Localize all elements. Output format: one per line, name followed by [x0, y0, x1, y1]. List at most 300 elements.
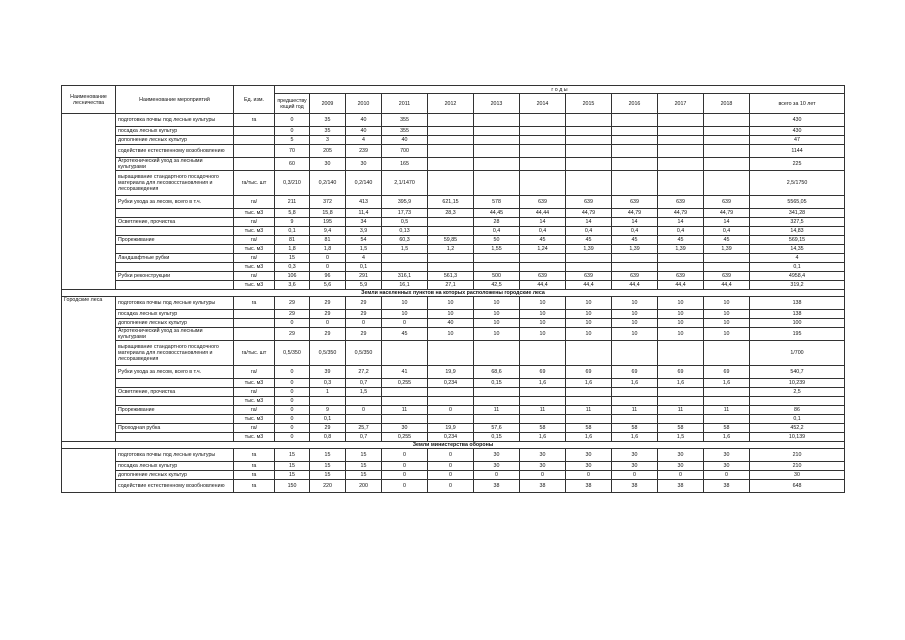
value-cell [566, 171, 612, 196]
value-cell: 5,9 [346, 281, 382, 290]
measure-name: посадка лесных культур [116, 310, 234, 319]
value-cell: 0,7 [346, 379, 382, 388]
value-cell: 35 [310, 127, 346, 136]
measure-name [116, 245, 234, 254]
measure-name: дополнение лесных культур [116, 136, 234, 145]
value-cell: 355 [382, 114, 428, 127]
value-cell: 30 [612, 462, 658, 471]
value-cell [428, 114, 474, 127]
value-cell: 0 [428, 471, 474, 480]
measure-name: подготовка почвы под лесные культуры [116, 114, 234, 127]
measure-name: Прореживание [116, 406, 234, 415]
measure-name: Ландшафтные рубки [116, 254, 234, 263]
value-cell: 44,4 [658, 281, 704, 290]
value-cell: 195 [750, 328, 845, 341]
value-cell: 27,2 [346, 366, 382, 379]
value-cell: 29 [275, 310, 310, 319]
value-cell: 100 [750, 319, 845, 328]
value-cell: 1,5 [346, 245, 382, 254]
value-cell [612, 158, 658, 171]
value-cell [704, 127, 750, 136]
value-cell: 1/700 [750, 341, 845, 366]
table-row [62, 297, 845, 310]
measure-name [116, 227, 234, 236]
value-cell [474, 397, 520, 406]
value-cell [520, 397, 566, 406]
value-cell: 0,13 [382, 227, 428, 236]
value-cell: 69 [566, 366, 612, 379]
value-cell: 10 [520, 319, 566, 328]
value-cell: 30 [520, 462, 566, 471]
measure-name: Агротехнический уход за лесными культурами [116, 158, 234, 171]
value-cell: 0 [382, 319, 428, 328]
value-cell [612, 114, 658, 127]
header-year: 2011 [382, 94, 428, 114]
value-cell: 15 [346, 449, 382, 462]
value-cell: 38 [566, 480, 612, 493]
value-cell [428, 263, 474, 272]
value-cell: 9 [310, 406, 346, 415]
value-cell: 30 [566, 462, 612, 471]
value-cell [704, 263, 750, 272]
value-cell: 0,1 [750, 415, 845, 424]
value-cell: 45 [566, 236, 612, 245]
value-cell [428, 136, 474, 145]
value-cell [658, 145, 704, 158]
value-cell: 15 [310, 449, 346, 462]
value-cell [382, 388, 428, 397]
measure-name: посадка лесных культур [116, 462, 234, 471]
value-cell [428, 397, 474, 406]
unit-text: тыс. м3 [244, 246, 264, 252]
value-cell: 28,3 [428, 209, 474, 218]
value-cell: 14 [520, 218, 566, 227]
value-cell: 0 [310, 254, 346, 263]
header-year: 2010 [346, 94, 382, 114]
value-cell [566, 263, 612, 272]
value-cell [520, 341, 566, 366]
measure-name: Прореживание [116, 236, 234, 245]
value-cell: 45 [520, 236, 566, 245]
value-cell: 15 [346, 471, 382, 480]
value-cell: 0,2/140 [346, 171, 382, 196]
value-cell: 0 [275, 319, 310, 328]
value-cell: 10 [704, 297, 750, 310]
value-cell: 430 [750, 127, 845, 136]
value-cell: 639 [704, 196, 750, 209]
value-cell [704, 341, 750, 366]
value-cell: 211 [275, 196, 310, 209]
value-cell: 15 [275, 462, 310, 471]
table-row [62, 254, 845, 263]
value-cell [612, 254, 658, 263]
value-cell: 38 [612, 480, 658, 493]
table-row [62, 341, 845, 366]
value-cell: 0 [275, 127, 310, 136]
header-year: 2009 [310, 94, 346, 114]
table-row [62, 366, 845, 379]
value-cell: 44,4 [566, 281, 612, 290]
value-cell: 1,6 [612, 433, 658, 442]
table-row [62, 281, 845, 290]
measure-name [116, 397, 234, 406]
table-row [62, 136, 845, 145]
value-cell [474, 263, 520, 272]
value-cell: 165 [382, 158, 428, 171]
value-cell: 40 [346, 114, 382, 127]
value-cell: 0,255 [382, 379, 428, 388]
value-cell: 11 [658, 406, 704, 415]
value-cell [566, 388, 612, 397]
unit-cell [234, 227, 275, 236]
value-cell: 0,5 [382, 218, 428, 227]
value-cell [520, 263, 566, 272]
value-cell: 639 [520, 196, 566, 209]
unit-cell: га/ [234, 406, 275, 415]
value-cell: 578 [474, 196, 520, 209]
value-cell: 30 [310, 158, 346, 171]
unit-cell: га [234, 462, 275, 471]
unit-text: тыс. м3 [244, 228, 264, 234]
value-cell: 10 [612, 297, 658, 310]
value-cell: 40 [346, 127, 382, 136]
value-cell [658, 114, 704, 127]
unit-text: тыс. м3 [244, 264, 264, 270]
value-cell: 0,5/350 [310, 341, 346, 366]
value-cell: 0,3 [310, 379, 346, 388]
value-cell: 10 [382, 310, 428, 319]
table-row [62, 114, 845, 127]
value-cell: 3 [310, 136, 346, 145]
value-cell: 0,255 [382, 433, 428, 442]
value-cell: 10 [704, 310, 750, 319]
value-cell: 1,2 [428, 245, 474, 254]
value-cell: 44,4 [612, 281, 658, 290]
value-cell: 81 [310, 236, 346, 245]
value-cell: 27,1 [428, 281, 474, 290]
value-cell: 10 [474, 310, 520, 319]
value-cell: 341,28 [750, 209, 845, 218]
value-cell: 1,6 [704, 433, 750, 442]
value-cell: 0,234 [428, 433, 474, 442]
value-cell: 81 [275, 236, 310, 245]
value-cell: 29 [310, 310, 346, 319]
value-cell: 0,4 [658, 227, 704, 236]
table-row [62, 209, 845, 218]
unit-cell [234, 281, 275, 290]
table-row [62, 158, 845, 171]
value-cell: 15 [275, 449, 310, 462]
unit-text: тыс. м3 [244, 398, 264, 404]
value-cell: 395,9 [382, 196, 428, 209]
value-cell: 44,44 [520, 209, 566, 218]
value-cell [428, 145, 474, 158]
header-year: 2015 [566, 94, 612, 114]
value-cell [520, 114, 566, 127]
value-cell: 29 [310, 297, 346, 310]
value-cell: 1,6 [520, 433, 566, 442]
value-cell: 10 [566, 328, 612, 341]
table-row [62, 462, 845, 471]
value-cell: 210 [750, 462, 845, 471]
value-cell: 58 [704, 424, 750, 433]
value-cell [382, 397, 428, 406]
value-cell: 30 [612, 449, 658, 462]
forestry-name [62, 114, 116, 290]
value-cell: 59,85 [428, 236, 474, 245]
value-cell: 1,6 [612, 379, 658, 388]
value-cell: 327,5 [750, 218, 845, 227]
measure-name: подготовка почвы под лесные культуры [116, 297, 234, 310]
header-year: 2017 [658, 94, 704, 114]
table-row [62, 236, 845, 245]
value-cell: 10,139 [750, 433, 845, 442]
unit-cell: га/ [234, 236, 275, 245]
value-cell: 10 [474, 319, 520, 328]
value-cell: 45 [704, 236, 750, 245]
unit-text: тыс. м3 [244, 380, 264, 386]
value-cell: 44,79 [704, 209, 750, 218]
value-cell: 40 [382, 136, 428, 145]
value-cell: 1,6 [704, 379, 750, 388]
value-cell: 44,79 [612, 209, 658, 218]
unit-cell [234, 379, 275, 388]
value-cell [474, 145, 520, 158]
value-cell: 106 [275, 272, 310, 281]
value-cell: 639 [658, 272, 704, 281]
value-cell [346, 415, 382, 424]
value-cell: 44,79 [566, 209, 612, 218]
value-cell: 700 [382, 145, 428, 158]
value-cell [520, 171, 566, 196]
value-cell: 0 [520, 471, 566, 480]
value-cell: 10 [428, 297, 474, 310]
value-cell [658, 388, 704, 397]
value-cell: 14 [566, 218, 612, 227]
value-cell [704, 114, 750, 127]
value-cell: 14 [704, 218, 750, 227]
value-cell: 500 [474, 272, 520, 281]
value-cell [474, 127, 520, 136]
value-cell [428, 227, 474, 236]
unit-cell [234, 245, 275, 254]
value-cell [566, 136, 612, 145]
unit-text: тыс. м3 [244, 210, 264, 216]
value-cell: 10 [658, 310, 704, 319]
value-cell: 1,6 [658, 379, 704, 388]
value-cell: 1,6 [566, 379, 612, 388]
header-measure: Наименование мероприятий [116, 86, 234, 114]
unit-cell: га/ [234, 254, 275, 263]
value-cell [612, 171, 658, 196]
value-cell: 69 [520, 366, 566, 379]
unit-text: тыс. м3 [244, 282, 264, 288]
unit-cell: га [234, 297, 275, 310]
value-cell: 29 [310, 424, 346, 433]
value-cell: 430 [750, 114, 845, 127]
value-cell: 10 [520, 328, 566, 341]
value-cell: 60 [275, 158, 310, 171]
value-cell: 70 [275, 145, 310, 158]
value-cell: 621,15 [428, 196, 474, 209]
value-cell: 4 [750, 254, 845, 263]
value-cell: 11 [612, 406, 658, 415]
value-cell: 16,1 [382, 281, 428, 290]
value-cell [612, 415, 658, 424]
unit-cell: га/ [234, 272, 275, 281]
value-cell: 30 [566, 449, 612, 462]
value-cell: 9,4 [310, 227, 346, 236]
value-cell [474, 171, 520, 196]
value-cell [612, 388, 658, 397]
value-cell: 569,15 [750, 236, 845, 245]
measure-name [116, 281, 234, 290]
value-cell [428, 341, 474, 366]
value-cell [566, 415, 612, 424]
value-cell [566, 397, 612, 406]
header-year: предшеству ющий год [275, 94, 310, 114]
value-cell: 639 [612, 272, 658, 281]
value-cell: 10 [612, 328, 658, 341]
value-cell [658, 158, 704, 171]
unit-cell [234, 136, 275, 145]
value-cell: 39 [310, 366, 346, 379]
measure-name: Осветление, прочистка [116, 218, 234, 227]
unit-cell [234, 145, 275, 158]
value-cell: 5,8 [275, 209, 310, 218]
value-cell: 10 [474, 297, 520, 310]
value-cell [428, 171, 474, 196]
measure-name [116, 433, 234, 442]
measure-name: содействие естественному возобновлению [116, 480, 234, 493]
value-cell: 69 [658, 366, 704, 379]
value-cell [704, 254, 750, 263]
measure-name [116, 209, 234, 218]
measure-name: Агротехнический уход за лесными культурами [116, 328, 234, 341]
header-forestry: Наименование лесничества [62, 86, 116, 114]
value-cell: 9 [275, 218, 310, 227]
value-cell: 0 [428, 462, 474, 471]
measure-name [116, 263, 234, 272]
value-cell: 138 [750, 297, 845, 310]
value-cell: 0 [275, 424, 310, 433]
value-cell: 0 [275, 406, 310, 415]
value-cell: 10,239 [750, 379, 845, 388]
value-cell [566, 254, 612, 263]
value-cell [750, 397, 845, 406]
value-cell [704, 136, 750, 145]
value-cell: 41 [382, 366, 428, 379]
value-cell: 1144 [750, 145, 845, 158]
value-cell: 540,7 [750, 366, 845, 379]
value-cell [428, 388, 474, 397]
value-cell: 0,234 [428, 379, 474, 388]
value-cell: 0,3 [275, 263, 310, 272]
value-cell: 58 [520, 424, 566, 433]
value-cell: 1,6 [566, 433, 612, 442]
value-cell: 35 [310, 114, 346, 127]
value-cell: 0 [382, 449, 428, 462]
value-cell: 0,1 [750, 263, 845, 272]
value-cell: 68,6 [474, 366, 520, 379]
value-cell [612, 127, 658, 136]
unit-cell: га/тыс. шт [234, 171, 275, 196]
unit-cell [234, 127, 275, 136]
value-cell: 50 [474, 236, 520, 245]
value-cell: 225 [750, 158, 845, 171]
value-cell [474, 114, 520, 127]
value-cell: 413 [346, 196, 382, 209]
value-cell [520, 127, 566, 136]
value-cell: 0,3/210 [275, 171, 310, 196]
unit-cell [234, 433, 275, 442]
value-cell: 1,39 [612, 245, 658, 254]
value-cell [428, 127, 474, 136]
value-cell: 58 [612, 424, 658, 433]
value-cell: 10 [566, 297, 612, 310]
value-cell: 10 [704, 328, 750, 341]
value-cell: 11 [566, 406, 612, 415]
value-cell [658, 263, 704, 272]
unit-cell: га/ [234, 424, 275, 433]
table-row [62, 171, 845, 196]
measure-name: выращивание стандартного посадочного материала для лесовосстановления и лесоразведения [116, 341, 234, 366]
value-cell: 4 [346, 136, 382, 145]
value-cell: 86 [750, 406, 845, 415]
value-cell: 45 [382, 328, 428, 341]
value-cell: 639 [704, 272, 750, 281]
value-cell: 0,1 [275, 227, 310, 236]
value-cell: 4 [346, 254, 382, 263]
unit-text: тыс. м3 [244, 434, 264, 440]
value-cell: 639 [566, 196, 612, 209]
measure-name: содействие естественному возобновлению [116, 145, 234, 158]
value-cell [474, 136, 520, 145]
value-cell: 1,5 [382, 245, 428, 254]
value-cell: 0 [275, 415, 310, 424]
value-cell: 0 [275, 397, 310, 406]
value-cell: 10 [566, 319, 612, 328]
value-cell: 5565,05 [750, 196, 845, 209]
value-cell: 0 [658, 471, 704, 480]
value-cell: 38 [658, 480, 704, 493]
value-cell: 30 [346, 158, 382, 171]
value-cell: 44,45 [474, 209, 520, 218]
value-cell: 10 [704, 319, 750, 328]
value-cell: 29 [346, 297, 382, 310]
value-cell: 17,73 [382, 209, 428, 218]
value-cell: 0,4 [704, 227, 750, 236]
unit-cell: га [234, 114, 275, 127]
value-cell [612, 136, 658, 145]
value-cell: 29 [310, 328, 346, 341]
value-cell: 648 [750, 480, 845, 493]
value-cell: 0,7 [346, 433, 382, 442]
value-cell: 10 [658, 319, 704, 328]
unit-cell: га/ [234, 196, 275, 209]
measure-name [116, 415, 234, 424]
value-cell: 25,7 [346, 424, 382, 433]
value-cell [382, 254, 428, 263]
value-cell: 0 [275, 366, 310, 379]
table-row [62, 388, 845, 397]
value-cell [428, 415, 474, 424]
unit-cell: га [234, 471, 275, 480]
value-cell: 30 [704, 462, 750, 471]
value-cell: 316,1 [382, 272, 428, 281]
value-cell: 54 [346, 236, 382, 245]
table-row [62, 424, 845, 433]
